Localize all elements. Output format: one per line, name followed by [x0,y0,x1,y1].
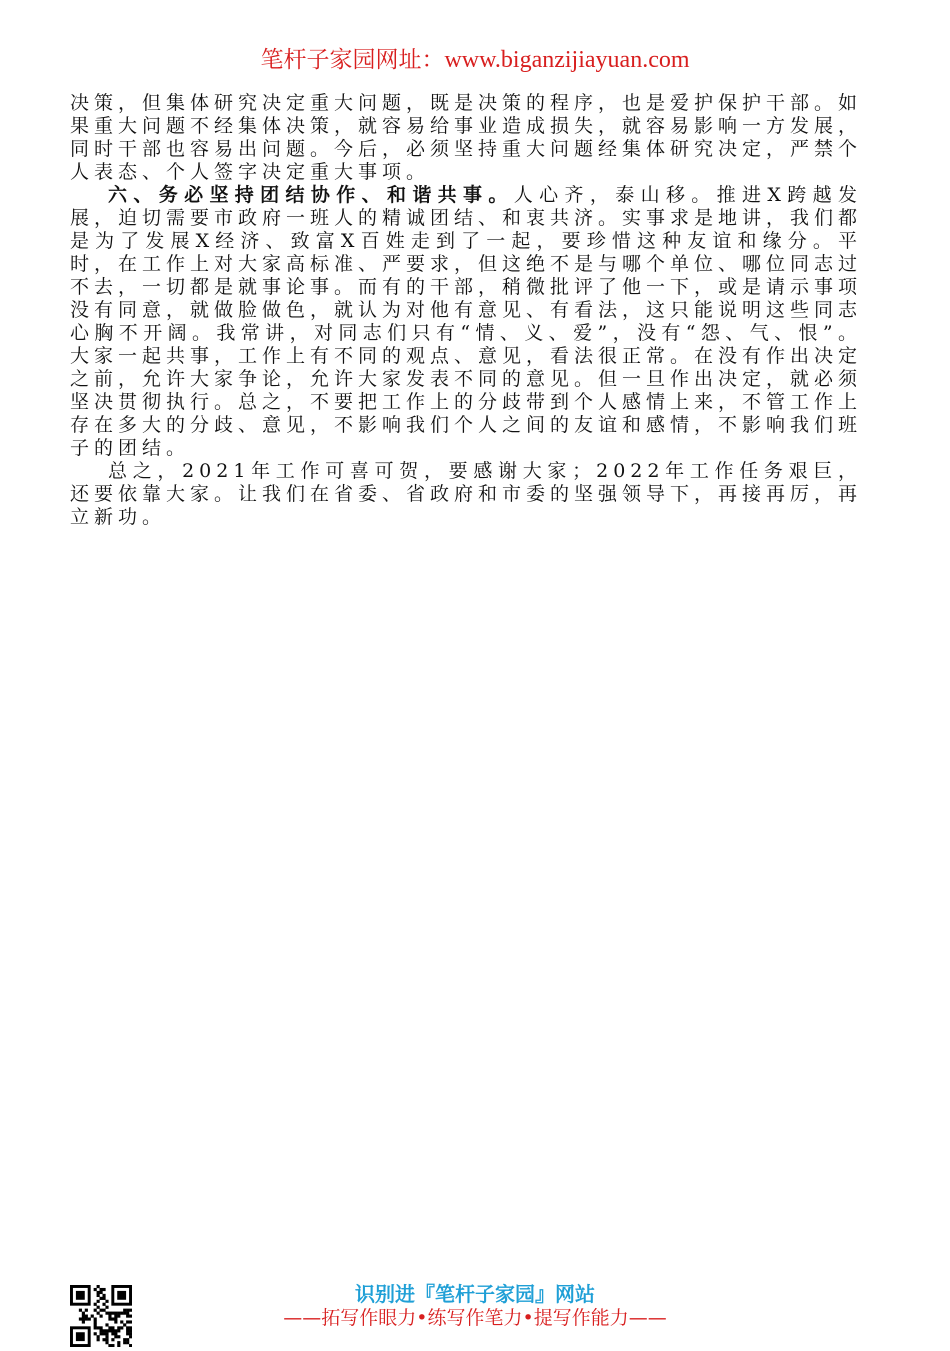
paragraph-3: 总之，2021年工作可喜可贺，要感谢大家；2022年工作任务艰巨，还要依靠大家。让我们在省委、省政府和市委的坚强领导下，再接再厉，再立新功。 [70,460,863,528]
paragraph-1: 决策，但集体研究决定重大问题，既是决策的程序，也是爱护保护干部。如果重大问题不经集体决策，就容易给事业造成损失，就容易影响一方发展，同时干部也容易出问题。今后，必须坚持重大问题经集体研究决定，严禁个人表态、个人签字决定重大事项。 [70,92,863,183]
header-label: 笔杆子家园网址： [260,47,445,73]
footer-tagline: ——拓写作眼力•练写作笔力•提写作能力—— [283,1307,667,1329]
document-body [70,92,862,529]
paragraph-2 [70,184,862,460]
section-heading: 六、务必坚持团结协作、和谐共事。 [108,184,514,206]
footer-slogan: 识别进『笔杆子家园』网站 [355,1282,595,1306]
site-header [0,44,950,76]
paragraph-2-text: 人心齐，泰山移。推进X跨越发展，迫切需要市政府一班人的精诚团结、和衷共济。实事求是地讲，我们都是为了发展X经济、致富X百姓走到了一起，要珍惜这种友谊和缘分。平时，在工作上对大家高标准、严要求，但这绝不是与哪个单位、哪位同志过不去，一切都是就事论事。而有的干部，稍微批评了他一下，或是请示事项没有同意，就做脸做色，就认为对他有意见、有看法，这只能说明这些同志心胸不开阔。我常讲，对同志们只有“情、义、爱”，没有“怨、气、恨”。大家一起共事，工作上有不同的观点、意见，看法很正常。在没有作出决定之前，允许大家争论，允许大家发表不同的意见。但一旦作出决定，就必须坚决贯彻执行。总之，不要把工作上的分歧带到个人感情上来，不管工作上存在多大的分歧、意见，不影响我们个人之间的友谊和感情，不影响我们班子的团结。 [70,184,863,459]
header-url[interactable]: www.biganzijiayuan.com [444,47,690,73]
